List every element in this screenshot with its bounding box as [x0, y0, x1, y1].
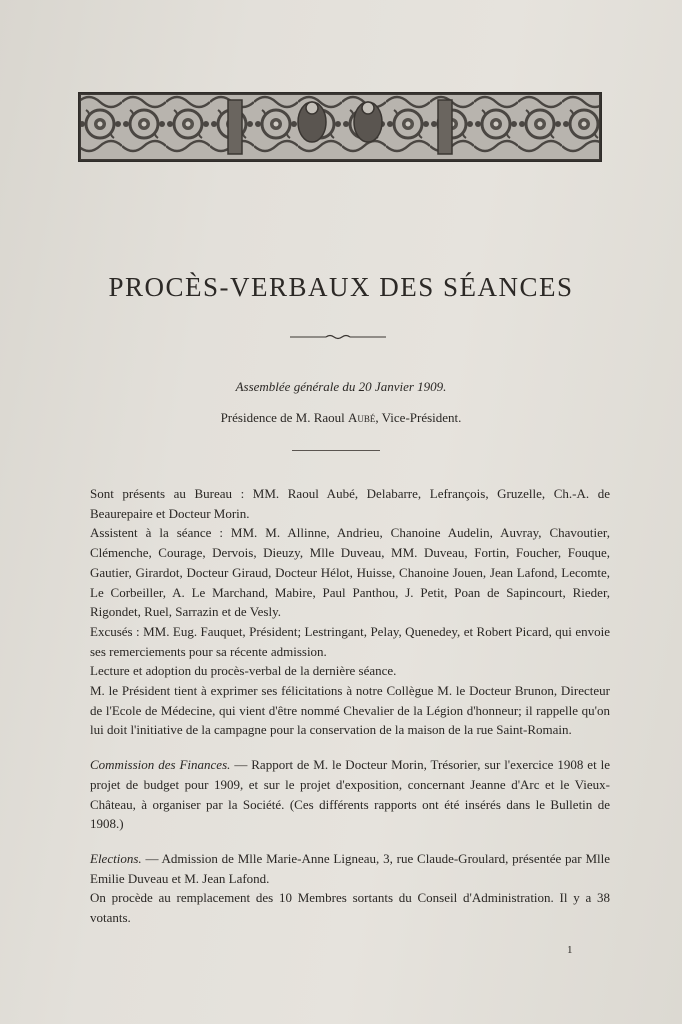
meeting-heading: Assemblée générale du 20 Janvier 1909. — [235, 379, 447, 394]
page-title: PROCÈS-VERBAUX DES SÉANCES — [108, 272, 574, 302]
presidency-line — [0, 410, 682, 426]
title-divider — [290, 334, 386, 340]
section-divider — [292, 450, 380, 451]
finances-text: — Rapport de M. le Docteur Morin, Trésorier, sur l'exercice 1908 et le projet de budget pour 1909, et sur le projet d'exposition, concernant Jeanne d'Arc et le Vieux-Château, à organiser par la Société. (Ces différents rapports ont été insérés dans le Bulletin de 1908.) — [90, 757, 610, 832]
minutes-body — [90, 484, 610, 928]
paragraph-congratulations: M. le Président tient à exprimer ses félicitations à notre Collègue M. le Docteur Brunon, Directeur de l'Ecole de Médecine, qui vient d'être nommé Chevalier de la Légion d'honneur; il rappelle qu'on lui doit l'initiative de la campagne pour la conservation de la maison de la rue Saint-Romain. — [90, 683, 610, 738]
paragraph-elections-followup: On procède au remplacement des 10 Membres sortants du Conseil d'Administration. Il y a 38 votants. — [90, 890, 610, 926]
presidency-prefix: Présidence de M. Raoul — [220, 410, 345, 425]
paragraph-present: Sont présents au Bureau : MM. Raoul Aubé, Delabarre, Lefrançois, Gruzelle, Ch.-A. de Beaurepaire et Docteur Morin. — [90, 486, 610, 521]
presidency-suffix: , Vice-Président. — [375, 410, 462, 425]
paragraph-excused: Excusés : MM. Eug. Fauquet, Président; Lestringant, Pelay, Quenedey, et Robert Picard, qui envoie ses remerciements pour sa récente admission. — [90, 623, 610, 659]
presidency-name: Aubé — [348, 410, 376, 425]
elections-heading: Elections. — [90, 850, 142, 866]
paragraph-elections — [90, 849, 610, 888]
decorative-header-ornament — [78, 92, 602, 162]
paragraph-finances — [90, 755, 610, 834]
page-number: 1 — [567, 944, 573, 956]
paragraph-reading: Lecture et adoption du procès-verbal de la dernière séance. — [90, 663, 397, 679]
elections-text: — Admission de Mlle Marie-Anne Ligneau, 3, rue Claude-Groulard, présentée par Mlle Emilie Duveau et M. Jean Lafond. — [90, 850, 610, 886]
finances-heading: Commission des Finances. — [90, 757, 231, 773]
paragraph-attendees: Assistent à la séance : MM. M. Allinne, Andrieu, Chanoine Audelin, Auvray, Chavoutier, Clémenche, Courage, Dervois, Dieuzy, Mlle Duveau, MM. Duveau, Fortin, Foucher, Fouque, Gautier, Girardot, Docteur Giraud, Docteur Hélot, Huisse, Chanoine Jouen, Jean Lafond, Lecomte, Le Corbeiller, A. Le Marchand, Mabire, Paul Panthou, J. Petit, Poan de Sapincourt, Rieder, Rigondet, Ruel, Sarrazin et de Vesly. — [90, 525, 610, 620]
